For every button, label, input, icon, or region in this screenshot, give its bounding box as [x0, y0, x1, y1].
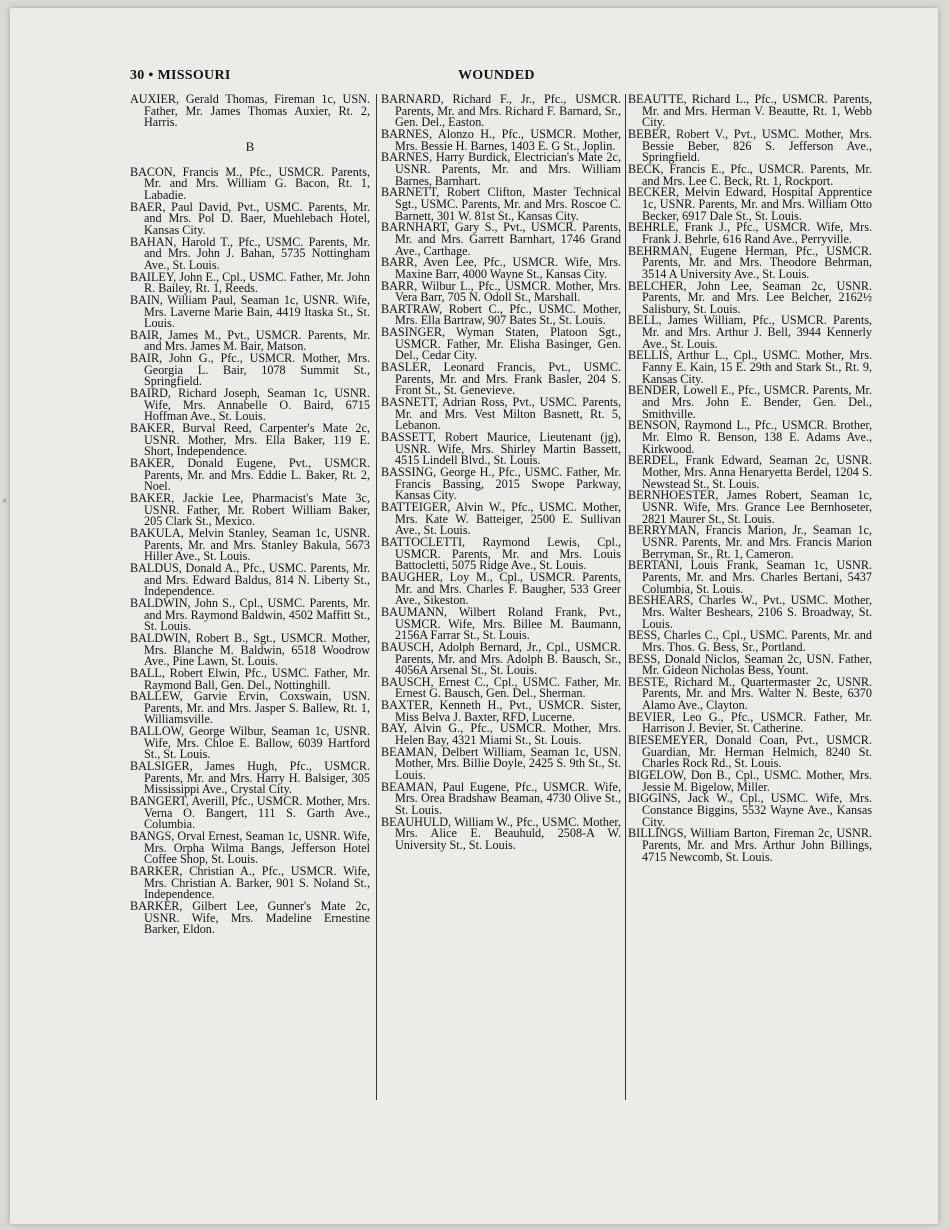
casualty-entry: BESS, Charles C., Cpl., USMC. Parents, Mr. and Mrs. Thos. G. Bess, Sr., Portland.	[628, 628, 872, 654]
casualty-entry: BASSETT, Robert Maurice, Lieutenant (jg), USNR. Wife, Mrs. Shirley Martin Bassett, 4515 Lindell Blvd., St. Louis.	[381, 430, 621, 468]
state-name: MISSOURI	[157, 68, 231, 83]
casualty-entry: BAKER, Burval Reed, Carpenter's Mate 2c, USNR. Mother, Mrs. Ella Baker, 119 E. Short, Independence.	[130, 421, 370, 459]
casualty-entry: BANGS, Orval Ernest, Seaman 1c, USNR. Wife, Mrs. Orpha Wilma Bangs, Jefferson Hotel Coffee Shop, St. Louis.	[130, 829, 370, 867]
category-title: WOUNDED	[458, 68, 535, 83]
column-1	[130, 94, 370, 1104]
casualty-entry: BEBER, Robert V., Pvt., USMC. Mother, Mrs. Bessie Beber, 826 S. Jefferson Ave., Springfield.	[628, 126, 872, 165]
casualty-entry: BALL, Robert Elwin, Pfc., USMC. Father, Mr. Raymond Ball, Gen. Del., Nottinghill.	[130, 665, 370, 692]
casualty-entry: BARR, Aven Lee, Pfc., USMCR. Wife, Mrs. Maxine Barr, 4000 Wayne St., Kansas City.	[381, 255, 621, 281]
casualty-entry: BALSIGER, James Hugh, Pfc., USMCR. Parents, Mr. and Mrs. Harry H. Balsiger, 305 Mississippi Ave., Crystal City.	[130, 759, 370, 797]
casualty-entry: BEHRMAN, Eugene Herman, Pfc., USMCR. Parents, Mr. and Mrs. Theodore Behrman, 3514 A University Ave., St. Louis.	[628, 243, 872, 281]
casualty-entry: BEVIER, Leo G., Pfc., USMCR. Father, Mr. Harrison J. Bevier, St. Catherine.	[628, 709, 872, 736]
casualty-entry: BARNES, Harry Burdick, Electrician's Mate 2c, USNR. Parents, Mr. and Mrs. William Barnes, Barnhart.	[381, 150, 621, 188]
section-letter: B	[245, 138, 255, 154]
casualty-entry: BASINGER, Wyman Staten, Platoon Sgt., USMCR. Father, Mr. Elisha Basinger, Gen. Del., Cedar City.	[381, 325, 621, 363]
casualty-entry: BAXTER, Kenneth H., Pvt., USMCR. Sister, Miss Belva J. Baxter, RFD, Lucerne.	[381, 698, 621, 724]
casualty-entry: BEAUHULD, William W., Pfc., USMC. Mother, Mrs. Alice E. Beauhuld, 2508-A W. University St., St. Louis.	[381, 814, 621, 852]
page-header-left	[130, 68, 231, 84]
casualty-entry: BIGELOW, Don B., Cpl., USMC. Mother, Mrs. Jessie M. Bigelow, Miller.	[628, 768, 872, 794]
casualty-entry: BELLIS, Arthur L., Cpl., USMC. Mother, Mrs. Fanny E. Kain, 15 E. 29th and Stark St., Rt. 9, Kansas City.	[628, 348, 872, 386]
casualty-entry: BALLOW, George Wilbur, Seaman 1c, USNR. Wife, Mrs. Chloe E. Ballow, 6039 Hartford St., St. Louis.	[130, 724, 370, 762]
casualty-entry: BAKER, Donald Eugene, Pvt., USMCR. Parents, Mr. and Mrs. Eddie L. Baker, Rt. 2, Noel.	[130, 456, 370, 494]
casualty-entry: BATTEIGER, Alvin W., Pfc., USMC. Mother, Mrs. Kate W. Batteiger, 2500 E. Sullivan Ave., St. Louis.	[381, 499, 621, 538]
casualty-entry: AUXIER, Gerald Thomas, Fireman 1c, USN. Father, Mr. James Thomas Auxier, Rt. 2, Harris.	[130, 94, 370, 130]
page-number: 30	[130, 68, 145, 83]
casualty-entry: BECK, Francis E., Pfc., USMCR. Parents, Mr. and Mrs. Lee C. Beck, Rt. 1, Rockport.	[628, 161, 872, 188]
casualty-entry: BALLEW, Garvie Ervin, Coxswain, USN. Parents, Mr. and Mrs. Jasper S. Ballew, Rt. 1, Williamsville.	[130, 689, 370, 727]
casualty-entry: BESS, Donald Niclos, Seaman 2c, USN. Father, Mr. Gideon Nicholas Bess, Yount.	[628, 651, 872, 678]
casualty-entry: BELCHER, John Lee, Seaman 2c, USNR. Parents, Mr. and Mrs. Lee Belcher, 2162½ Salisbury, St. Louis.	[628, 278, 872, 316]
casualty-entry: BAUMANN, Wilbert Roland Frank, Pvt., USMCR. Wife, Mrs. Billee M. Baumann, 2156A Farrar St., St. Louis.	[381, 604, 621, 643]
casualty-entry: BARNARD, Richard F., Jr., Pfc., USMCR. Parents, Mr. and Mrs. Richard F. Barnard, Sr., Gen. Del., Easton.	[381, 94, 621, 130]
casualty-entry: BEHRLE, Frank J., Pfc., USMCR. Wife, Mrs. Frank J. Behrle, 616 Rand Ave., Perryville.	[628, 220, 872, 246]
casualty-entry: BERNHOESTER, James Robert, Seaman 1c, USNR. Wife, Mrs. Grance Lee Bernhoseter, 2821 Maurer St., St. Louis.	[628, 488, 872, 526]
casualty-entry: BAHAN, Harold T., Pfc., USMC. Parents, Mr. and Mrs. John J. Bahan, 5735 Nottingham Ave., St. Louis.	[130, 234, 370, 272]
casualty-entry: BARNETT, Robert Clifton, Master Technical Sgt., USMC. Parents, Mr. and Mrs. Roscoe C. Barnett, 301 W. 81st St., Kansas City.	[381, 185, 621, 223]
casualty-entry: BENDER, Lowell E., Pfc., USMCR. Parents, Mr. and Mrs. John E. Bender, Gen. Del., Smithville.	[628, 383, 872, 421]
casualty-entry: BAY, Alvin G., Pfc., USMCR. Mother, Mrs. Helen Bay, 4321 Miami St., St. Louis.	[381, 721, 621, 748]
casualty-entry: BASNETT, Adrian Ross, Pvt., USMC. Parents, Mr. and Mrs. Vest Milton Basnett, Rt. 5, Lebanon.	[381, 395, 621, 433]
casualty-entry: BAILEY, John E., Cpl., USMC. Father, Mr. John R. Bailey, Rt. 1, Reeds.	[130, 269, 370, 296]
casualty-entry: BAUSCH, Adolph Bernard, Jr., Cpl., USMCR. Parents, Mr. and Mrs. Adolph B. Bausch, Sr., 4056A Arsenal St., St. Louis.	[381, 639, 621, 678]
casualty-entry: BERDEL, Frank Edward, Seaman 2c, USNR. Mother, Mrs. Anna Henaryetta Berdel, 1204 S. Newstead St., St. Louis.	[628, 453, 872, 491]
casualty-entry: BEAMAN, Paul Eugene, Pfc., USMCR. Wife, Mrs. Orea Bradshaw Beaman, 4730 Olive St., St. Louis.	[381, 779, 621, 818]
casualty-entry: BARKER, Christian A., Pfc., USMCR. Wife, Mrs. Christian A. Barker, 901 S. Noland St., Independence.	[130, 864, 370, 902]
casualty-entry: BERTANI, Louis Frank, Seaman 1c, USNR. Parents, Mr. and Mrs. Charles Bertani, 5437 Columbia, St. Louis.	[628, 558, 872, 596]
casualty-entry: BEAUTTE, Richard L., Pfc., USMCR. Parents, Mr. and Mrs. Herman V. Beautte, Rt. 1, Webb City.	[628, 94, 872, 130]
margin-mark: ×	[2, 496, 8, 506]
casualty-entry: BALDWIN, John S., Cpl., USMC. Parents, Mr. and Mrs. Raymond Baldwin, 4502 Maffitt St., St. Louis.	[130, 595, 370, 634]
casualty-entry: BATTOCLETTI, Raymond Lewis, Cpl., USMCR. Parents, Mr. and Mrs. Louis Battocletti, 5075 Ridge Ave., St. Louis.	[381, 534, 621, 573]
casualty-entry: BAUGHER, Loy M., Cpl., USMCR. Parents, Mr. and Mrs. Charles F. Baugher, 533 Greer Ave., Sikeston.	[381, 569, 621, 608]
casualty-entry: BARR, Wilbur L., Pfc., USMCR. Mother, Mrs. Vera Barr, 705 N. Odoll St., Marshall.	[381, 278, 621, 305]
casualty-entry: BEAMAN, Delbert William, Seaman 1c, USN. Mother, Mrs. Billie Doyle, 2425 S. 9th St., St. Louis.	[381, 744, 621, 783]
casualty-entry: BECKER, Melvin Edward, Hospital Apprentice 1c, USNR. Parents, Mr. and Mrs. William Otto Becker, 6917 Dale St., St. Louis.	[628, 185, 872, 223]
casualty-entry: BAKER, Jackie Lee, Pharmacist's Mate 3c, USNR. Father, Mr. Robert William Baker, 205 Clark St., Mexico.	[130, 491, 370, 529]
casualty-entry: BALDUS, Donald A., Pfc., USMC. Parents, Mr. and Mrs. Edward Baldus, 814 N. Liberty St., Independence.	[130, 560, 370, 599]
column-2	[381, 94, 621, 1104]
bullet: •	[148, 68, 154, 83]
column-3	[628, 94, 872, 1104]
casualty-entry: BAIR, James M., Pvt., USMCR. Parents, Mr. and Mrs. James M. Bair, Matson.	[130, 327, 370, 354]
columns	[130, 94, 872, 1104]
casualty-entry: BAIRD, Richard Joseph, Seaman 1c, USNR. Wife, Mrs. Annabelle O. Baird, 6715 Hoffman Ave., St. Louis.	[130, 386, 370, 424]
casualty-entry: BENSON, Raymond L., Pfc., USMCR. Brother, Mr. Elmo R. Benson, 138 E. Adams Ave., Kirkwood.	[628, 418, 872, 456]
casualty-entry: BACON, Francis M., Pfc., USMCR. Parents, Mr. and Mrs. William G. Bacon, Rt. 1, Labadie.	[130, 164, 370, 202]
casualty-entry: BESTE, Richard M., Quartermaster 2c, USNR. Parents, Mr. and Mrs. Walter N. Beste, 6370 Alamo Ave., Clayton.	[628, 674, 872, 713]
casualty-entry: BIESEMEYER, Donald Coan, Pvt., USMCR. Guardian, Mr. Herman Helmich, 8240 St. Charles Rock Rd., St. Louis.	[628, 733, 872, 771]
casualty-entry: BARKER, Gilbert Lee, Gunner's Mate 2c, USNR. Wife, Mrs. Madeline Ernestine Barker, Eldon.	[130, 898, 370, 937]
casualty-entry: BARNES, Alonzo H., Pfc., USMCR. Mother, Mrs. Bessie H. Barnes, 1403 E. G St., Joplin.	[381, 126, 621, 153]
casualty-entry: BASSING, George H., Pfc., USMC. Father, Mr. Francis Bassing, 2015 Swope Parkway, Kansas City.	[381, 465, 621, 503]
casualty-entry: BAKULA, Melvin Stanley, Seaman 1c, USNR. Parents, Mr. and Mrs. Stanley Bakula, 5673 Hiller Ave., St. Louis.	[130, 525, 370, 564]
casualty-entry: BAIN, William Paul, Seaman 1c, USNR. Wife, Mrs. Laverne Marie Bain, 4419 Itaska St., St. Louis.	[130, 292, 370, 331]
casualty-entry: BESHEARS, Charles W., Pvt., USMC. Mother, Mrs. Walter Beshears, 2106 S. Broadway, St. Louis.	[628, 593, 872, 631]
casualty-entry: BASLER, Leonard Francis, Pvt., USMC. Parents, Mr. and Mrs. Frank Basler, 204 S. Front St., St. Genevieve.	[381, 360, 621, 398]
casualty-entry: BAER, Paul David, Pvt., USMC. Parents, Mr. and Mrs. Pol D. Baer, Muehlebach Hotel, Kansas City.	[130, 199, 370, 237]
casualty-entry: BAIR, John G., Pfc., USMCR. Mother, Mrs. Georgia L. Bair, 1078 Summit St., Springfield.	[130, 351, 370, 389]
casualty-entry: BELL, James William, Pfc., USMCR. Parents, Mr. and Mrs. Arthur J. Bell, 3944 Kennerly Ave., St. Louis.	[628, 313, 872, 351]
page-header	[130, 68, 872, 88]
casualty-entry: BAUSCH, Ernest C., Cpl., USMC. Father, Mr. Ernest G. Bausch, Gen. Del., Sherman.	[381, 674, 621, 701]
casualty-entry: BARNHART, Gary S., Pvt., USMCR. Parents, Mr. and Mrs. Garrett Barnhart, 1746 Grand Ave., Carthage.	[381, 220, 621, 258]
casualty-entry: BANGERT, Averill, Pfc., USMCR. Mother, Mrs. Verna O. Bangert, 111 S. Garth Ave., Columbia.	[130, 794, 370, 832]
casualty-entry: BIGGINS, Jack W., Cpl., USMC. Wife, Mrs. Constance Biggins, 5532 Wayne Ave., Kansas City.	[628, 791, 872, 829]
casualty-entry: BARTRAW, Robert C., Pfc., USMC. Mother, Mrs. Ella Bartraw, 907 Bates St., St. Louis.	[381, 301, 621, 328]
casualty-entry: BALDWIN, Robert B., Sgt., USMCR. Mother, Mrs. Blanche M. Baldwin, 6518 Woodrow Ave., Pine Lawn, St. Louis.	[130, 630, 370, 669]
casualty-entry: BERRYMAN, Francis Marion, Jr., Seaman 1c, USNR. Parents, Mr. and Mrs. Francis Marion Berryman, Sr., Rt. 1, Cameron.	[628, 523, 872, 561]
casualty-entry: BILLINGS, William Barton, Fireman 2c, USNR. Parents, Mr. and Mrs. Arthur John Billings, 4715 Newcomb, St. Louis.	[628, 826, 872, 864]
